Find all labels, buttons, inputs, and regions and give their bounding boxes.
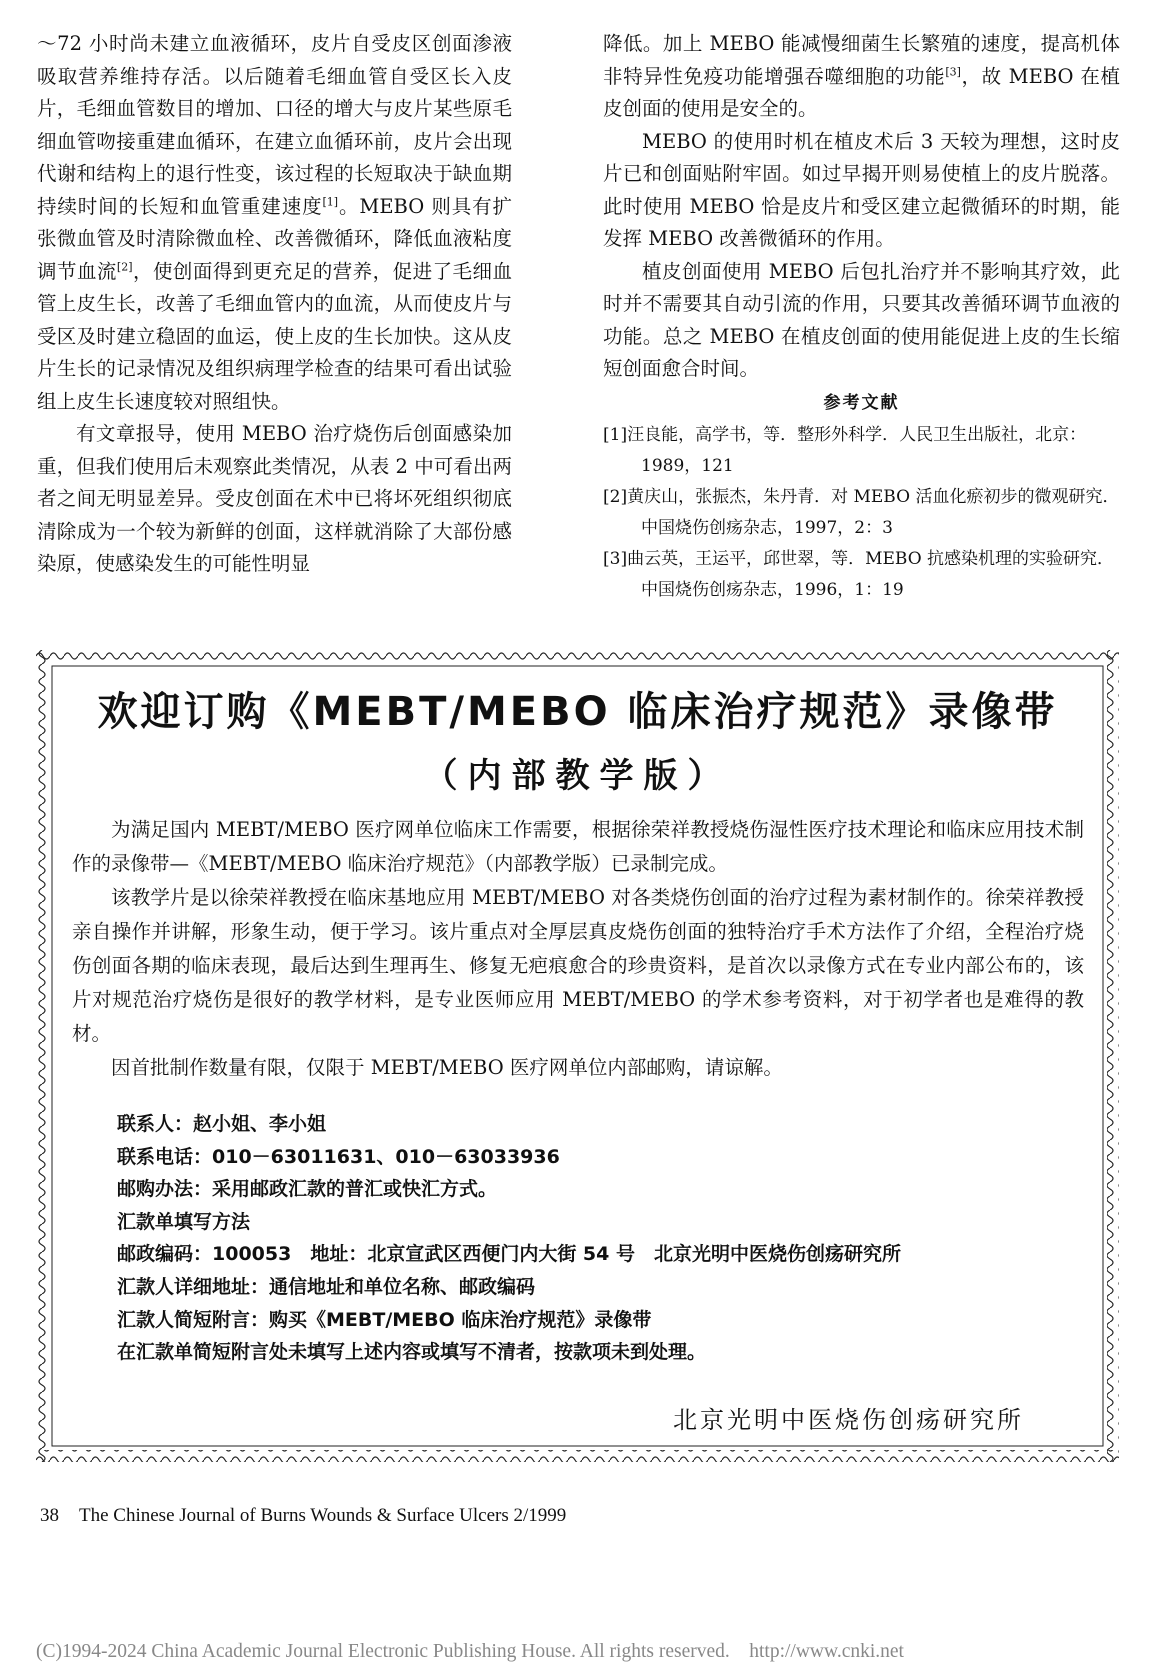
citation-2: [2] <box>116 260 133 273</box>
contact-line: 联系电话：010－63011631、010－63033936 <box>117 1145 560 1168</box>
ad-signature: 北京光明中医烧伤创疡研究所 <box>673 1406 1024 1434</box>
left-column <box>37 28 512 581</box>
ad-paragraph: 因首批制作数量有限，仅限于 MEBT/MEBO 医疗网单位内部邮购，请谅解。 <box>111 1056 783 1079</box>
advertisement-box <box>36 650 1119 1462</box>
ad-subtitle: （内部教学版） <box>423 756 732 796</box>
page-number: 38 <box>40 1505 59 1526</box>
references-heading: 参考文献 <box>823 392 900 413</box>
contact-line: 联系人：赵小姐、李小姐 <box>117 1113 327 1135</box>
journal-name: The Chinese Journal of Burns Wounds & Surface Ulcers 2/1999 <box>79 1505 567 1526</box>
reference-item: [3]曲云英，王运平，邱世翠，等．MEBO 抗感染机理的实验研究．中国烧伤创疡杂志，1996，1：19 <box>603 548 1115 600</box>
citation-1: [1] <box>322 195 339 208</box>
right-p1-text: 降低。加上 MEBO 能减慢细菌生长繁殖的速度，提高机体非特异性免疫功能增强吞噬细胞的功能 <box>603 32 1120 88</box>
left-paragraph-2: 有文章报导，使用 MEBO 治疗烧伤后创面感染加重，但我们使用后未观察此类情况，从表 2 中可看出两者之间无明显差异。受皮创面在术中已将坏死组织彻底清除成为一个较为新鲜的创面，这样就消除了大部份感染原，使感染发生的可能性明显 <box>37 422 512 575</box>
reference-item: [2]黄庆山，张振杰，朱丹青．对 MEBO 活血化瘀初步的微观研究．中国烧伤创疡杂志，1997，2：3 <box>603 486 1120 538</box>
contact-line: 汇款人简短附言：购买《MEBT/MEBO 临床治疗规范》录像带 <box>117 1308 652 1331</box>
left-p1b-text: 。MEBO 则具有扩张微血管及时清除微血栓、改善微循环，降低血液粘度调节血流 <box>37 194 512 283</box>
contact-line: 汇款人详细地址：通信地址和单位名称、邮政编码 <box>117 1275 536 1298</box>
contact-line: 汇款单填写方法 <box>117 1210 251 1233</box>
right-paragraph-1 <box>603 28 1120 126</box>
right-column <box>603 28 1120 606</box>
ad-body <box>72 813 1084 1085</box>
contact-line: 邮购办法：采用邮政汇款的普汇或快汇方式。 <box>117 1178 498 1201</box>
left-p1-text: ～72 小时尚未建立血液循环，皮片自受皮区创面渗液吸取营养维持存活。以后随着毛细血管自受区长入皮片，毛细血管数目的增加、口径的增大与皮片某些原毛细血管吻接重建血循环，在建立血循环前，皮片会出现代谢和结构上的退行性变，该过程的长短取决于缺血期持续时间的长短和血管重建速度 <box>37 32 512 218</box>
right-paragraph-3: 植皮创面使用 MEBO 后包扎治疗并不影响其疗效，此时并不需要其自动引流的作用，只要其改善循环调节血液的功能。总之 MEBO 在植皮创面的使用能促进上皮的生长缩短创面愈合时间。 <box>603 259 1120 380</box>
right-p1b-text: ，故 MEBO 在植皮创面的使用是安全的。 <box>603 64 1120 120</box>
contact-line: 邮政编码：100053 地址：北京宣武区西便门内大街 54 号 北京光明中医烧伤创疡研究所 <box>117 1243 901 1266</box>
copyright-notice: (C)1994-2024 China Academic Journal Electronic Publishing House. All rights reserved. http://www.cnki.net <box>36 1641 904 1662</box>
right-paragraph-2: MEBO 的使用时机在植皮术后 3 天较为理想，这时皮片已和创面贴附牢固。如过早揭开则易使植上的皮片脱落。此时使用 MEBO 恰是皮片和受区建立起微循环的时期，能发挥 MEBO 改善微循环的作用。 <box>603 129 1120 250</box>
reference-item: [1]汪良能，高学书，等．整形外科学．人民卫生出版社，北京：1989，121 <box>603 424 1087 476</box>
ad-paragraph: 为满足国内 MEBT/MEBO 医疗网单位临床工作需要，根据徐荣祥教授烧伤湿性医疗技术理论和临床应用技术制作的录像带—《MEBT/MEBO 临床治疗规范》（内部教学版）已录制完成。 <box>72 818 1084 875</box>
ad-contact-info <box>117 1108 1077 1369</box>
ad-paragraph: 该教学片是以徐荣祥教授在临床基地应用 MEBT/MEBO 对各类烧伤创面的治疗过程为素材制作的。徐荣祥教授亲自操作并讲解，形象生动，便于学习。该片重点对全厚层真皮烧伤创面的独特治疗手术方法作了介绍，全程治疗烧伤创面各期的临床表现，最后达到生理再生、修复无疤痕愈合的珍贵资料，是首次以录像方式在专业内部公布的，该片对规范治疗烧伤是很好的教学材料，是专业医师应用 MEBT/MEBO 的学术参考资料，对于初学者也是难得的教材。 <box>72 886 1084 1045</box>
citation-3: [3] <box>945 65 961 78</box>
contact-line: 在汇款单简短附言处未填写上述内容或填写不清者，按款项未到处理。 <box>117 1341 707 1364</box>
ad-title: 欢迎订购《MEBT/MEBO 临床治疗规范》录像带 <box>97 689 1058 735</box>
page-footer <box>40 1505 566 1527</box>
left-p1c-text: ，使创面得到更充足的营养，促进了毛细血管上皮生长，改善了毛细血管内的血流，从而使皮片与受区及时建立稳固的血运，使上皮的生长加快。这从皮片生长的记录情况及组织病理学检查的结果可看出试验组上皮生长速度较对照组快。 <box>37 259 512 413</box>
left-paragraph-1 <box>37 28 512 418</box>
